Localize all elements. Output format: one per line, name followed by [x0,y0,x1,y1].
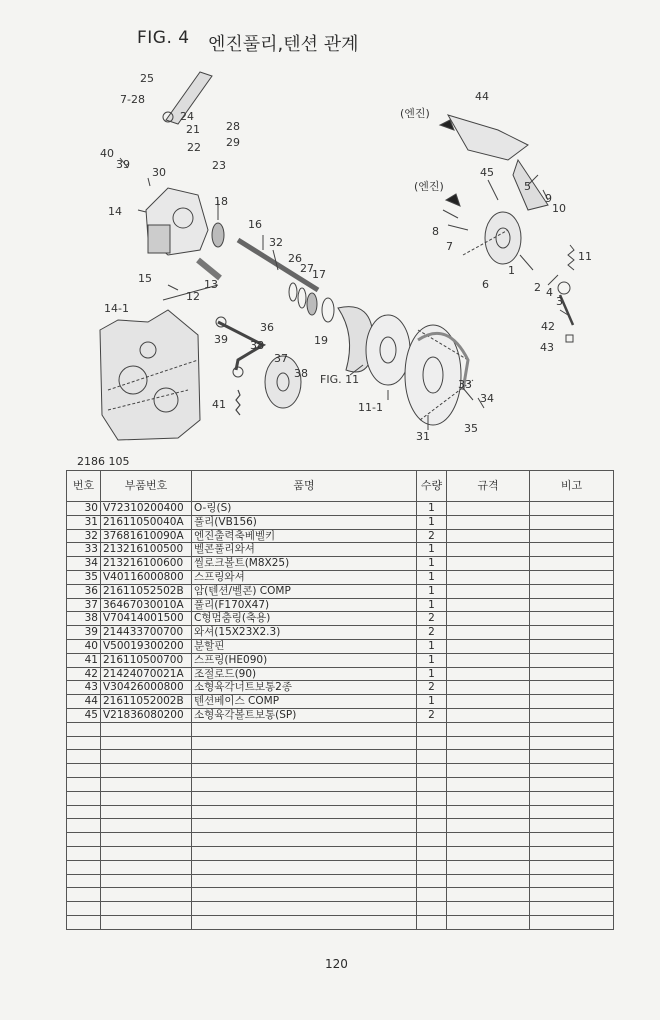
cell-quantity: 2 [417,626,447,640]
cell-remarks [530,764,614,778]
cell-spec [447,639,530,653]
callout-label: (엔진) [414,180,444,193]
cell-number: 39 [67,626,101,640]
cell-number: 35 [67,570,101,584]
cell-part-number: V21836080200 [101,708,192,722]
table-row-empty [67,722,614,736]
cell-part-name: 분할핀 [192,639,417,653]
cell-spec [447,529,530,543]
cell-spec [447,833,530,847]
cell-part-name [192,791,417,805]
cell-number [67,846,101,860]
cell-part-name: 텐션베이스 COMP [192,695,417,709]
cell-part-number: 21611050040A [101,515,192,529]
cell-remarks [530,805,614,819]
table-row-empty [67,736,614,750]
table-row [67,667,614,681]
cell-part-number [101,736,192,750]
cell-spec [447,777,530,791]
cell-spec [447,736,530,750]
callout-label: 31 [416,430,430,443]
callout-label: 14-1 [104,302,129,315]
cell-number [67,722,101,736]
cell-part-number [101,791,192,805]
callout-label: 7-28 [120,93,145,106]
cell-quantity [417,777,447,791]
cell-quantity: 2 [417,612,447,626]
table-row [67,708,614,722]
cell-quantity: 2 [417,529,447,543]
cell-spec [447,860,530,874]
table-row-empty [67,764,614,778]
cell-part-name [192,874,417,888]
cell-spec [447,570,530,584]
table-row-empty [67,902,614,916]
table-row-empty [67,833,614,847]
callout-label: 17 [312,268,326,281]
cell-part-number [101,902,192,916]
cell-remarks [530,722,614,736]
cell-part-number: V72310200400 [101,502,192,516]
callout-label: (엔진) [400,107,430,120]
cell-spec [447,695,530,709]
callout-label: 24 [180,110,194,123]
cell-number [67,888,101,902]
callout-label: 37 [274,352,288,365]
cell-part-number [101,846,192,860]
cell-number [67,764,101,778]
cell-part-number: 21611052002B [101,695,192,709]
cell-part-number: V70414001500 [101,612,192,626]
parts-table-body [67,502,614,930]
cell-number: 36 [67,584,101,598]
cell-part-name: O-링(S) [192,502,417,516]
callout-label: FIG. 11 [320,373,360,386]
cell-spec [447,598,530,612]
cell-spec [447,626,530,640]
cell-spec [447,543,530,557]
table-row-empty [67,750,614,764]
cell-part-name: 스프링(HE090) [192,653,417,667]
cell-quantity [417,860,447,874]
callout-label: 38 [250,339,264,352]
callout-label: 21 [186,123,200,136]
cell-spec [447,612,530,626]
table-row-empty [67,860,614,874]
callout-label: 29 [226,136,240,149]
cell-quantity [417,722,447,736]
cell-number [67,902,101,916]
callout-label: 12 [186,290,200,303]
cell-number: 44 [67,695,101,709]
col-header-spec: 규격 [447,471,530,502]
cell-remarks [530,819,614,833]
callout-label: 11-1 [358,401,383,414]
cell-quantity [417,902,447,916]
cell-spec [447,791,530,805]
cell-spec [447,819,530,833]
cell-number [67,833,101,847]
cell-remarks [530,502,614,516]
cell-spec [447,874,530,888]
cell-quantity [417,750,447,764]
parts-table [66,470,614,930]
callout-label: 42 [541,320,555,333]
table-row-empty [67,846,614,860]
col-header-part-name: 품명 [192,471,417,502]
table-row [67,639,614,653]
cell-part-number [101,805,192,819]
callout-label: 26 [288,252,302,265]
cell-part-number: 21611052502B [101,584,192,598]
cell-number [67,736,101,750]
cell-quantity [417,915,447,929]
cell-spec [447,708,530,722]
table-row [67,529,614,543]
callout-label: 18 [214,195,228,208]
cell-remarks [530,846,614,860]
cell-spec [447,722,530,736]
callout-label: 44 [475,90,489,103]
cell-remarks [530,515,614,529]
cell-spec [447,557,530,571]
cell-spec [447,653,530,667]
cell-part-name [192,722,417,736]
cell-quantity: 1 [417,584,447,598]
callout-label: 25 [140,72,154,85]
cell-part-name [192,750,417,764]
callout-label: 45 [480,166,494,179]
cell-part-name: 스프링와셔 [192,570,417,584]
callout-label: 6 [482,278,489,291]
cell-number [67,805,101,819]
cell-number: 45 [67,708,101,722]
cell-remarks [530,736,614,750]
cell-part-number: 213216100600 [101,557,192,571]
cell-remarks [530,667,614,681]
callout-label: 27 [300,262,314,275]
table-row-empty [67,805,614,819]
cell-quantity: 1 [417,639,447,653]
cell-part-number [101,833,192,847]
cell-part-name [192,777,417,791]
cell-number [67,874,101,888]
cell-remarks [530,695,614,709]
cell-part-number [101,860,192,874]
cell-spec [447,764,530,778]
cell-remarks [530,626,614,640]
cell-number: 30 [67,502,101,516]
cell-part-number: 37681610090A [101,529,192,543]
cell-spec [447,805,530,819]
cell-quantity [417,833,447,847]
cell-remarks [530,833,614,847]
cell-part-number [101,888,192,902]
col-header-quantity: 수량 [417,471,447,502]
callout-label: 3 [556,295,563,308]
callout-label: 38 [294,367,308,380]
col-header-part-number: 부품번호 [101,471,192,502]
cell-spec [447,888,530,902]
callout-label: 22 [187,141,201,154]
cell-quantity: 1 [417,515,447,529]
callout-label: 35 [464,422,478,435]
cell-part-number [101,777,192,791]
cell-number: 43 [67,681,101,695]
callout-label: 2 [534,281,541,294]
cell-part-name: 벨콘풀리와셔 [192,543,417,557]
cell-quantity: 1 [417,570,447,584]
table-row-empty [67,888,614,902]
cell-part-number: V30426000800 [101,681,192,695]
cell-part-name [192,764,417,778]
callout-label: 33 [458,378,472,391]
cell-part-name [192,846,417,860]
table-row [67,543,614,557]
cell-quantity [417,888,447,902]
cell-part-name [192,736,417,750]
cell-spec [447,515,530,529]
cell-remarks [530,598,614,612]
cell-number: 37 [67,598,101,612]
cell-part-name: 엔진출력축베벨키 [192,529,417,543]
document-code: 2186 105 [77,455,130,468]
cell-part-number: V40116000800 [101,570,192,584]
cell-part-name [192,915,417,929]
cell-remarks [530,915,614,929]
cell-number [67,750,101,764]
cell-part-number [101,764,192,778]
callout-label: 10 [552,202,566,215]
cell-quantity: 2 [417,681,447,695]
cell-spec [447,846,530,860]
cell-part-name: 풀리(VB156) [192,515,417,529]
cell-number: 34 [67,557,101,571]
cell-part-name: 암(텐션/벨콘) COMP [192,584,417,598]
parts-exploded-diagram [88,60,608,445]
cell-part-name: 조절로드(90) [192,667,417,681]
cell-quantity [417,805,447,819]
callout-label: 14 [108,205,122,218]
cell-remarks [530,653,614,667]
table-row [67,502,614,516]
callout-label: 41 [212,398,226,411]
cell-remarks [530,860,614,874]
cell-number [67,791,101,805]
table-row [67,626,614,640]
cell-part-number [101,915,192,929]
cell-part-number: 36467030010A [101,598,192,612]
table-row-empty [67,915,614,929]
table-row [67,584,614,598]
cell-part-name: 소형육각볼트보통(SP) [192,708,417,722]
cell-part-name: 와셔(15X23X2.3) [192,626,417,640]
callout-label: 30 [152,166,166,179]
cell-part-number [101,874,192,888]
table-row-empty [67,777,614,791]
cell-part-name [192,860,417,874]
table-row [67,681,614,695]
cell-part-name: C형멈춤링(축용) [192,612,417,626]
callout-label: 13 [204,278,218,291]
cell-number [67,860,101,874]
cell-part-number: 216110500700 [101,653,192,667]
cell-number: 41 [67,653,101,667]
callout-label: 7 [446,240,453,253]
cell-spec [447,902,530,916]
callout-label: 23 [212,159,226,172]
page-number: 120 [325,957,348,971]
cell-part-name [192,902,417,916]
cell-quantity: 2 [417,708,447,722]
cell-remarks [530,888,614,902]
cell-quantity [417,791,447,805]
col-header-number: 번호 [67,471,101,502]
cell-quantity [417,736,447,750]
cell-part-name [192,833,417,847]
table-row [67,557,614,571]
cell-remarks [530,612,614,626]
cell-part-number: 214433700700 [101,626,192,640]
cell-quantity: 1 [417,695,447,709]
callout-label: 9 [545,192,552,205]
cell-quantity: 1 [417,543,447,557]
cell-number: 32 [67,529,101,543]
cell-remarks [530,639,614,653]
cell-spec [447,915,530,929]
table-row-empty [67,874,614,888]
callout-label: 28 [226,120,240,133]
cell-spec [447,681,530,695]
callout-label: 8 [432,225,439,238]
cell-number [67,777,101,791]
cell-part-name [192,805,417,819]
cell-remarks [530,750,614,764]
cell-part-name: 소형육각너트보통2종 [192,681,417,695]
cell-quantity [417,764,447,778]
cell-number: 33 [67,543,101,557]
callout-label: 11 [578,250,592,263]
cell-remarks [530,543,614,557]
cell-quantity: 1 [417,598,447,612]
table-header-row [67,471,614,502]
cell-remarks [530,708,614,722]
cell-remarks [530,791,614,805]
cell-remarks [530,570,614,584]
cell-number: 40 [67,639,101,653]
callout-label: 36 [260,321,274,334]
cell-quantity [417,846,447,860]
table-row [67,515,614,529]
figure-title: 엔진풀리,텐션 관계 [208,34,359,55]
table-row [67,653,614,667]
cell-remarks [530,529,614,543]
table-row-empty [67,791,614,805]
cell-part-name: 풀리(F170X47) [192,598,417,612]
cell-number: 42 [67,667,101,681]
callout-label: 43 [540,341,554,354]
cell-remarks [530,681,614,695]
cell-spec [447,502,530,516]
cell-quantity: 1 [417,667,447,681]
callout-label: 32 [269,236,283,249]
cell-part-number: V50019300200 [101,639,192,653]
cell-quantity: 1 [417,502,447,516]
cell-quantity: 1 [417,653,447,667]
cell-spec [447,750,530,764]
callout-label: 15 [138,272,152,285]
col-header-remarks: 비고 [530,471,614,502]
cell-part-number: 21424070021A [101,667,192,681]
figure-number: FIG. 4 [137,28,190,48]
callout-label: 39 [214,333,228,346]
callout-label: 34 [480,392,494,405]
cell-quantity [417,819,447,833]
cell-remarks [530,874,614,888]
table-row-empty [67,819,614,833]
callout-label: 40 [100,147,114,160]
table-row [67,695,614,709]
cell-remarks [530,777,614,791]
cell-part-number [101,819,192,833]
cell-number [67,819,101,833]
cell-part-name: 씰로크볼트(M8X25) [192,557,417,571]
cell-spec [447,584,530,598]
cell-quantity [417,874,447,888]
cell-number: 31 [67,515,101,529]
callout-label: 39 [116,158,130,171]
table-row [67,570,614,584]
table-row [67,612,614,626]
table-row [67,598,614,612]
cell-part-name [192,888,417,902]
cell-spec [447,667,530,681]
cell-remarks [530,557,614,571]
cell-part-number: 213216100500 [101,543,192,557]
callout-label: 4 [546,286,553,299]
cell-number: 38 [67,612,101,626]
cell-part-number [101,722,192,736]
callout-label: 16 [248,218,262,231]
cell-part-number [101,750,192,764]
callout-label: 1 [508,264,515,277]
cell-part-name [192,819,417,833]
cell-remarks [530,902,614,916]
callout-label: 5 [524,180,531,193]
cell-quantity: 1 [417,557,447,571]
callout-label: 19 [314,334,328,347]
cell-number [67,915,101,929]
cell-remarks [530,584,614,598]
